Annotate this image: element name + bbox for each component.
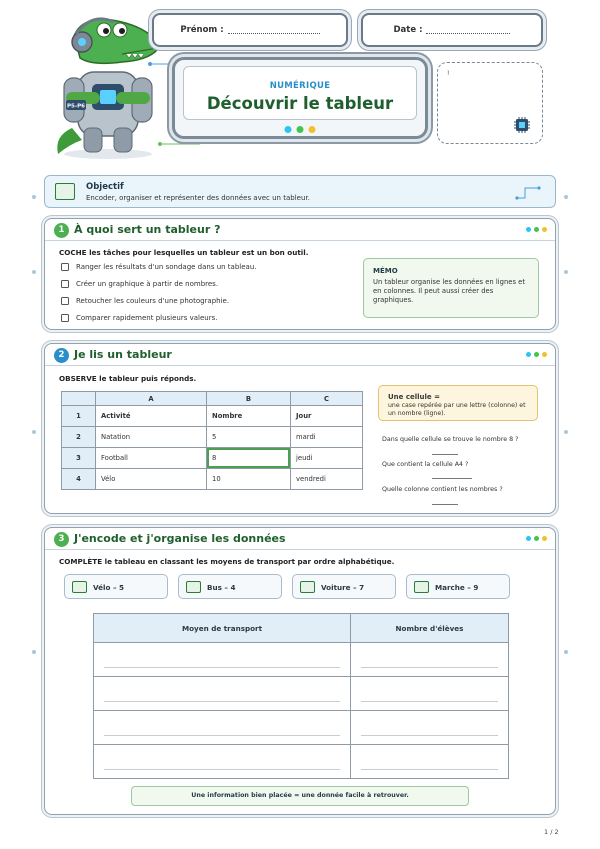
dashed-note-box: [437, 62, 543, 144]
section-number: 1: [54, 223, 69, 238]
tip-box: Une information bien placée = une donnée facile à retrouver.: [131, 786, 469, 806]
data-chip[interactable]: [406, 574, 510, 599]
status-dots: [526, 227, 547, 232]
data-chip[interactable]: [64, 574, 168, 599]
write-line: [361, 667, 498, 668]
dot-icon: [542, 227, 547, 232]
status-dots: [526, 352, 547, 357]
title-frame: [172, 57, 428, 139]
dot-icon: [526, 352, 531, 357]
checkbox-item[interactable]: [61, 314, 217, 322]
section-2-header: [45, 344, 555, 366]
date-field[interactable]: [361, 13, 543, 47]
table-cell[interactable]: [351, 711, 509, 745]
checkbox-label: Retoucher les couleurs d'une photographie.: [76, 297, 230, 305]
firstname-label: Prénom :: [180, 25, 224, 35]
table-row: [62, 448, 363, 469]
dot-icon: [542, 536, 547, 541]
memo-box: [363, 258, 539, 318]
write-line: [361, 735, 498, 736]
checkbox-item[interactable]: [61, 280, 218, 288]
dot-icon: [534, 227, 539, 232]
question: Que contient la cellule A4 ?: [382, 461, 469, 468]
table-cell[interactable]: Activité: [96, 406, 207, 427]
side-dot: [32, 270, 36, 274]
table-cell[interactable]: jeudi: [291, 448, 363, 469]
section-3-instruction: COMPLÈTE le tableau en classant les moyens de transport par ordre alphabétique.: [59, 557, 395, 566]
chip-label: Vélo – 5: [93, 583, 125, 592]
row-header: 3: [62, 448, 96, 469]
answer-line[interactable]: [432, 504, 458, 505]
checkbox-label: Créer un graphique à partir de nombres.: [76, 280, 219, 288]
write-line: [361, 769, 498, 770]
corner-cell: [62, 392, 96, 406]
table-cell[interactable]: [351, 677, 509, 711]
table-cell[interactable]: [94, 643, 351, 677]
objective-title: Objectif: [86, 182, 124, 192]
indicator-lights: [285, 126, 316, 133]
dot-icon: [534, 536, 539, 541]
table-row: [94, 745, 509, 779]
write-line: [104, 735, 340, 736]
column-header: Nombre d'élèves: [351, 614, 509, 643]
firstname-field[interactable]: [152, 13, 348, 47]
table-cell[interactable]: [94, 711, 351, 745]
section-2: [44, 343, 556, 514]
checkbox[interactable]: [61, 314, 69, 322]
answer-line[interactable]: [432, 454, 458, 455]
table-cell[interactable]: Natation: [96, 427, 207, 448]
title-panel: [183, 66, 417, 120]
side-dot: [32, 650, 36, 654]
page-title: Découvrir le tableur: [206, 94, 394, 113]
table-row: [62, 469, 363, 490]
firstname-line: [228, 26, 320, 34]
selected-cell[interactable]: 8: [207, 448, 291, 469]
dot-icon: [526, 227, 531, 232]
section-title: J'encode et j'organise les données: [74, 532, 286, 545]
table-row: [62, 427, 363, 448]
side-dot: [32, 430, 36, 434]
table-cell[interactable]: [351, 745, 509, 779]
table-row: [94, 711, 509, 745]
column-header: C: [291, 392, 363, 406]
section-1-header: [45, 219, 555, 241]
table-cell[interactable]: mardi: [291, 427, 363, 448]
light-icon: [285, 126, 292, 133]
chip-label: Bus – 4: [207, 583, 236, 592]
checkbox-item[interactable]: [61, 297, 229, 305]
table-cell[interactable]: [94, 677, 351, 711]
write-line: [104, 701, 340, 702]
checkbox-item[interactable]: [61, 263, 256, 271]
spreadsheet-icon: [300, 581, 315, 593]
write-line: [361, 701, 498, 702]
table-cell[interactable]: Jour: [291, 406, 363, 427]
table-header-row: [94, 614, 509, 643]
question: Dans quelle cellule se trouve le nombre 8 ?: [382, 436, 519, 443]
checkbox[interactable]: [61, 263, 69, 271]
section-number: 3: [54, 532, 69, 547]
mascot-badge: P5-P6: [67, 103, 85, 110]
side-dot: [564, 430, 568, 434]
definition-box: [378, 385, 538, 421]
status-dots: [526, 536, 547, 541]
definition-title: Une cellule =: [388, 393, 440, 401]
spreadsheet-icon: [72, 581, 87, 593]
table-row: [94, 677, 509, 711]
table-cell[interactable]: [94, 745, 351, 779]
chip-label: Marche – 9: [435, 583, 479, 592]
objective-box: [44, 175, 556, 208]
chip-label: Voiture – 7: [321, 583, 365, 592]
corner-mark: !: [447, 70, 450, 77]
section-1-instruction: COCHE les tâches pour lesquelles un tableur est un bon outil.: [59, 248, 309, 257]
table-cell[interactable]: 5: [207, 427, 291, 448]
table-cell[interactable]: Vélo: [96, 469, 207, 490]
light-icon: [309, 126, 316, 133]
page-number: 1 / 2: [544, 828, 559, 836]
microchip-icon: [512, 115, 532, 135]
date-label: Date :: [393, 25, 423, 35]
side-dot: [564, 195, 568, 199]
checkbox-label: Ranger les résultats d'un sondage dans un tableau.: [76, 263, 257, 271]
checkbox[interactable]: [61, 297, 69, 305]
table-cell[interactable]: [351, 643, 509, 677]
data-chip[interactable]: [178, 574, 282, 599]
dot-icon: [534, 352, 539, 357]
column-header: Moyen de transport: [94, 614, 351, 643]
table-header-row: [62, 392, 363, 406]
row-header: 1: [62, 406, 96, 427]
row-header: 4: [62, 469, 96, 490]
light-icon: [297, 126, 304, 133]
table-cell[interactable]: vendredi: [291, 469, 363, 490]
table-row: [62, 406, 363, 427]
table-cell[interactable]: 10: [207, 469, 291, 490]
side-dot: [564, 650, 568, 654]
circuit-icon: [515, 184, 541, 200]
memo-title: MÉMO: [373, 267, 398, 275]
dot-icon: [526, 536, 531, 541]
write-line: [104, 769, 340, 770]
side-dot: [32, 195, 36, 199]
subject-label: NUMÉRIQUE: [269, 81, 331, 91]
dot-icon: [542, 352, 547, 357]
table-row: [94, 643, 509, 677]
section-title: À quoi sert un tableur ?: [74, 223, 221, 236]
section-3-header: [45, 528, 555, 550]
objective-text: Encoder, organiser et représenter des données avec un tableur.: [86, 194, 310, 202]
transport-table: [93, 613, 509, 779]
section-number: 2: [54, 348, 69, 363]
date-line: [426, 26, 510, 34]
row-header: 2: [62, 427, 96, 448]
answer-line[interactable]: [432, 478, 472, 479]
spreadsheet-icon: [55, 183, 75, 200]
checkbox[interactable]: [61, 280, 69, 288]
column-header: B: [207, 392, 291, 406]
side-dot: [564, 270, 568, 274]
question: Quelle colonne contient les nombres ?: [382, 486, 503, 493]
write-line: [104, 667, 340, 668]
section-1: [44, 218, 556, 330]
section-2-instruction: OBSERVE le tableur puis réponds.: [59, 374, 197, 383]
spreadsheet-icon: [414, 581, 429, 593]
data-chip[interactable]: [292, 574, 396, 599]
memo-text: Un tableur organise les données en lignes et en colonnes. Il peut aussi créer des graphiques.: [373, 278, 526, 304]
section-title: Je lis un tableur: [74, 348, 172, 361]
spreadsheet-icon: [186, 581, 201, 593]
checkbox-label: Comparer rapidement plusieurs valeurs.: [76, 314, 218, 322]
definition-text: une case repérée par une lettre (colonne) et un nombre (ligne).: [388, 402, 526, 417]
table-cell[interactable]: Nombre: [207, 406, 291, 427]
column-header: A: [96, 392, 207, 406]
spreadsheet-table: [61, 391, 363, 490]
table-cell[interactable]: Football: [96, 448, 207, 469]
section-3: [44, 527, 556, 815]
